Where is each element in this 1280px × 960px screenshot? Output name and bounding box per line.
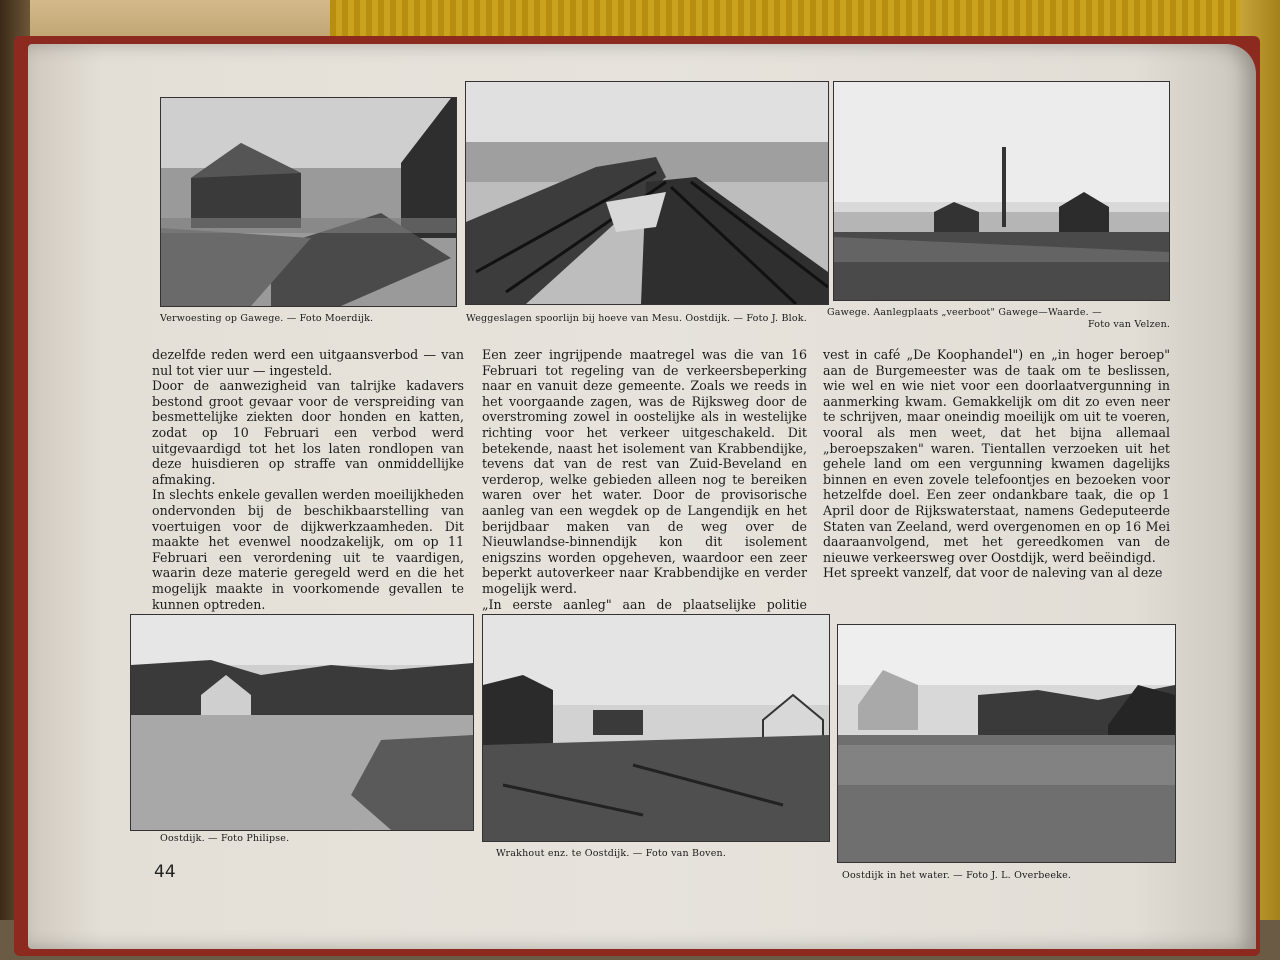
paragraph: Het spreekt vanzelf, dat voor de naleving van al deze xyxy=(823,565,1163,581)
photo-oostdijk-in-water xyxy=(837,624,1176,863)
paragraph: vest in café „De Koophandel") en „in hoger beroep" aan de Burgemeester was de taak om te beslissen, wie wel en wie niet voor een doorlaatvergunning in aanmerking kwam. Gemakkelijk om dit zo even neer te schrijven, maar oneindig moeilijk om uit te voeren, vooral als men weet, dat het bijna allemaal „beroepszaken" waren. Tientallen verzoeken uit het gehele land om een vergunning kwamen dagelijks binnen en even zovele telefoontjes en bezoeken voor hetzelfde doel. Een zeer ondankbare taak, die op 1 April door de Rijkswaterstaat, namens Gedeputeerde Staten van Zeeland, werd overgenomen en op 16 Mei daaraanvolgend, met het gereedkomen van de nieuwe verkeersweg over Oostdijk, werd beëindigd. xyxy=(823,347,1170,565)
page-number: 44 xyxy=(154,862,176,882)
photo-ferry-landing xyxy=(833,81,1170,301)
caption-bottom-middle: Wrakhout enz. te Oostdijk. — Foto van Boven. xyxy=(496,848,727,859)
paragraph: In slechts enkele gevallen werden moeilijkheden ondervonden bij de beschikbaarstelling van voertuigen voor de dijkwerkzaamheden. Dit maakte het evenwel noodzakelijk, om op 11 Februari een verordening uit te vaardigen, waarin deze materie geregeld werd en die het mogelijk maakte in voorkomende gevallen te kunnen optreden. xyxy=(152,487,464,612)
caption-bottom-right: Oostdijk in het water. — Foto J. L. Overbeeke. xyxy=(842,870,1072,881)
text-column-middle xyxy=(482,347,807,628)
photo-driftwood-oostdijk xyxy=(482,614,830,842)
photo-washed-out-railway xyxy=(465,81,829,305)
paragraph: Een zeer ingrijpende maatregel was die van 16 Februari tot regeling van de verkeersbeperking naar en vanuit deze gemeente. Zoals we reeds in het voorgaande zagen, was de Rijksweg door de overstroming zowel in oostelijke als in westelijke richting voor het verkeer uitgeschakeld. Dit betekende, naast het isolement van Krabbendijke, tevens dat van de rest van Zuid-Beveland en verderop, welke gebieden alleen nog te bereiken waren over het water. Door de provisorische aanleg van een wegdek op de Langendijk en het berijdbaar maken van de weg over de Nieuwlandse-binnendijk kon dit isolement enigszins worden opgeheven, waardoor een zeer beperkt autoverkeer naar Krabbendijke en verder mogelijk werd. xyxy=(482,347,807,596)
text-column-left xyxy=(152,347,464,612)
caption-top-middle: Weggeslagen spoorlijn bij hoeve van Mesu. Oostdijk. — Foto J. Blok. xyxy=(466,313,807,324)
paragraph: Door de aanwezigheid van talrijke kadavers bestond groot gevaar voor de verspreiding van besmettelijke ziekten door honden en katten, zodat op 10 Februari een verbod werd uitgevaardigd tot het los laten rondlopen van deze huisdieren op straffe van onmiddellijke afmaking. xyxy=(152,378,464,487)
photo-oostdijk-flood xyxy=(130,614,474,831)
caption-top-left: Verwoesting op Gawege. — Foto Moerdijk. xyxy=(160,313,374,324)
text-column-right xyxy=(823,347,1170,581)
caption-top-right-line1: Gawege. Aanlegplaats „veerboot" Gawege—Waarde. — xyxy=(827,307,1102,318)
paragraph: „In eerste aanleg" aan de plaatselijke politie xyxy=(482,596,807,612)
photo-destroyed-farmhouse xyxy=(160,97,457,307)
caption-bottom-left: Oostdijk. — Foto Philipse. xyxy=(160,833,290,844)
caption-top-right-line2: Foto van Velzen. xyxy=(1088,319,1171,330)
paragraph: dezelfde reden werd een uitgaansverbod — van nul tot vier uur — ingesteld. xyxy=(152,347,464,378)
